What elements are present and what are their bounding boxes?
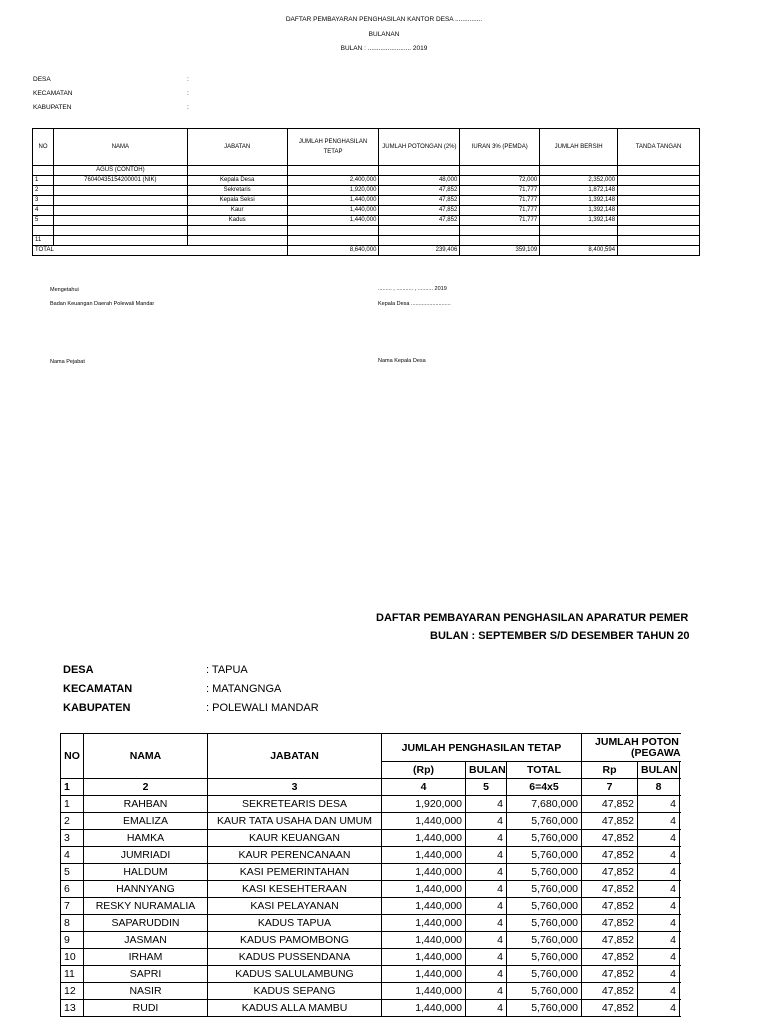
cell-rp: 1,440,000 <box>382 881 466 898</box>
p1-payroll-table <box>32 128 700 256</box>
table-row <box>61 915 682 932</box>
cell-pot: 47,852 <box>582 915 638 932</box>
cell-no: 13 <box>61 1000 84 1017</box>
table-row <box>61 932 682 949</box>
cell-rp: 1,440,000 <box>382 847 466 864</box>
cell-no: 5 <box>61 864 84 881</box>
cell-rp: 1,440,000 <box>382 915 466 932</box>
cell-bln: 4 <box>638 864 680 881</box>
table-row <box>33 226 700 236</box>
cell-total: 5,760,000 <box>507 966 582 983</box>
cell-pot: 47,852 <box>582 1000 638 1017</box>
cell-pot: 47,852 <box>582 847 638 864</box>
cell-bln: 4 <box>638 949 680 966</box>
cell-bln: 4 <box>638 932 680 949</box>
cell-rp: 1,440,000 <box>382 1000 466 1017</box>
table-row: AGUS (CONTOH) <box>33 166 700 176</box>
cell-jabatan: KADUS TAPUA <box>208 915 382 932</box>
table-row: 1 76040435154200001 (NIK) Kepala Desa 2,400,000 48,000 72,000 2,352,000 <box>33 176 700 186</box>
cell-pot: 47,852 <box>582 898 638 915</box>
p1-info-block: DESA : KECAMATAN : KABUPATEN : <box>33 76 189 111</box>
table-row: 4 Kaur 1,440,000 47,852 71,777 1,392,148 <box>33 206 700 216</box>
cell-nama: HANNYANG <box>84 881 208 898</box>
cell-no: 10 <box>61 949 84 966</box>
cell-pot: 47,852 <box>582 932 638 949</box>
cell-no: 12 <box>61 983 84 1000</box>
cell-nama: RUDI <box>84 1000 208 1017</box>
cell-pot: 47,852 <box>582 983 638 1000</box>
cell-rp: 1,440,000 <box>382 949 466 966</box>
cell-bulan: 4 <box>466 898 507 915</box>
cell-pot: 47,852 <box>582 949 638 966</box>
table-row: 3 Kepala Seksi 1,440,000 47,852 71,777 1,392,148 <box>33 196 700 206</box>
cell-bln: 4 <box>638 830 680 847</box>
p1-info-label: KABUPATEN <box>33 104 72 111</box>
p2-info-label: KABUPATEN <box>63 702 131 714</box>
table-row: 11 <box>33 236 700 246</box>
cell-bulan: 4 <box>466 881 507 898</box>
p2-table-body <box>61 796 682 1017</box>
cell-total: 7,680,000 <box>507 796 582 813</box>
cell-jabatan: KADUS PUSSENDANA <box>208 949 382 966</box>
cell-total: 5,760,000 <box>507 830 582 847</box>
table-row <box>61 1000 682 1017</box>
cell-total: 5,760,000 <box>507 864 582 881</box>
cell-no: 7 <box>61 898 84 915</box>
cell-total: 5,760,000 <box>507 932 582 949</box>
cell-total: 5,760,000 <box>507 1000 582 1017</box>
p2-title-line-2: BULAN : SEPTEMBER S/D DESEMBER TAHUN 20 <box>430 630 690 642</box>
table-row <box>61 949 682 966</box>
cell-nama: JASMAN <box>84 932 208 949</box>
cell-nama: NASIR <box>84 983 208 1000</box>
table-row <box>61 881 682 898</box>
cell-pot: 47,852 <box>582 864 638 881</box>
cell-bln: 4 <box>638 881 680 898</box>
cell-no: 2 <box>61 813 84 830</box>
cell-bln: 4 <box>638 1000 680 1017</box>
cell-bulan: 4 <box>466 983 507 1000</box>
cell-bulan: 4 <box>466 796 507 813</box>
table-row <box>61 796 682 813</box>
cell-bulan: 4 <box>466 1000 507 1017</box>
cell-bln: 4 <box>638 796 680 813</box>
cell-rp: 1,440,000 <box>382 830 466 847</box>
table-row <box>61 864 682 881</box>
p2-info-label: KECAMATAN <box>63 683 133 695</box>
cell-nama: HAMKA <box>84 830 208 847</box>
cell-nama: EMALIZA <box>84 813 208 830</box>
cell-total: 5,760,000 <box>507 898 582 915</box>
p1-sign-left-1: Mengetahui <box>50 287 79 293</box>
cell-bulan: 4 <box>466 813 507 830</box>
cell-jabatan: KAUR PERENCANAAN <box>208 847 382 864</box>
cell-nama: RESKY NURAMALIA <box>84 898 208 915</box>
cell-no: 9 <box>61 932 84 949</box>
cell-jabatan: SEKRETEARIS DESA <box>208 796 382 813</box>
cell-bulan: 4 <box>466 932 507 949</box>
cell-bln: 4 <box>638 847 680 864</box>
p2-header-row: NO NAMA JABATAN JUMLAH PENGHASILAN TETAP JUMLAH POTON (PEGAWA <box>61 734 682 762</box>
p2-info-label: DESA <box>63 664 94 676</box>
cell-pot: 47,852 <box>582 830 638 847</box>
cell-jabatan: KADUS ALLA MAMBU <box>208 1000 382 1017</box>
cell-nama: IRHAM <box>84 949 208 966</box>
p1-title-line-3: BULAN : ........................ 2019 <box>340 45 428 52</box>
p2-info-value: : TAPUA <box>206 664 248 676</box>
p2-colnum-row: 1 2 3 4 5 6=4x5 7 8 <box>61 779 682 796</box>
cell-jabatan: KAUR TATA USAHA DAN UMUM <box>208 813 382 830</box>
p2-info-value: : POLEWALI MANDAR <box>206 702 319 714</box>
cell-nama: RAHBAN <box>84 796 208 813</box>
cell-bulan: 4 <box>466 830 507 847</box>
p1-sign-left-2: Badan Keuangan Daerah Polewali Mandar <box>50 301 155 307</box>
cell-bln: 4 <box>638 898 680 915</box>
cell-jabatan: KADUS PAMOMBONG <box>208 932 382 949</box>
cell-bulan: 4 <box>466 949 507 966</box>
p1-sign-right-name: Nama Kepala Desa <box>378 358 426 364</box>
p1-header-row: NO NAMA JABATAN JUMLAH PENGHASILAN TETAP JUMLAH POTONGAN (2%) IURAN 3% (PEMDA) JUMLAH BERSIH TANDA TANGAN <box>33 129 700 166</box>
cell-pot: 47,852 <box>582 796 638 813</box>
p2-payroll-table <box>60 733 681 1017</box>
cell-total: 5,760,000 <box>507 881 582 898</box>
cell-bulan: 4 <box>466 847 507 864</box>
table-row: 2 Sekretaris 1,920,000 47,852 71,777 1,872,148 <box>33 186 700 196</box>
cell-total: 5,760,000 <box>507 983 582 1000</box>
cell-nama: HALDUM <box>84 864 208 881</box>
cell-rp: 1,440,000 <box>382 932 466 949</box>
cell-nama: SAPRI <box>84 966 208 983</box>
cell-pot: 47,852 <box>582 881 638 898</box>
p1-info-label: DESA <box>33 76 51 83</box>
p1-total-row: TOTAL 8,640,000 239,406 359,109 8,400,594 <box>33 246 700 256</box>
p2-title-line-1: DAFTAR PEMBAYARAN PENGHASILAN APARATUR PEMER <box>376 612 689 624</box>
table-row: 5 Kadus 1,440,000 47,852 71,777 1,392,148 <box>33 216 700 226</box>
p1-info-label: KECAMATAN <box>33 90 73 97</box>
cell-nama: SAPARUDDIN <box>84 915 208 932</box>
cell-rp: 1,440,000 <box>382 898 466 915</box>
cell-jabatan: KADUS SALULAMBUNG <box>208 966 382 983</box>
p2-info-value: : MATANGNGA <box>206 683 282 695</box>
cell-no: 1 <box>61 796 84 813</box>
table-row <box>61 847 682 864</box>
cell-bulan: 4 <box>466 864 507 881</box>
cell-total: 5,760,000 <box>507 949 582 966</box>
cell-no: 8 <box>61 915 84 932</box>
p1-sign-left-name: Nama Pejabat <box>50 359 85 365</box>
cell-rp: 1,440,000 <box>382 813 466 830</box>
p1-title-line-1: DAFTAR PEMBAYARAN PENGHASILAN KANTOR DESA ............... <box>285 16 483 23</box>
table-row <box>61 966 682 983</box>
cell-jabatan: KASI PELAYANAN <box>208 898 382 915</box>
cell-jabatan: KASI KESEHTERAAN <box>208 881 382 898</box>
cell-bln: 4 <box>638 813 680 830</box>
cell-rp: 1,440,000 <box>382 864 466 881</box>
cell-total: 5,760,000 <box>507 813 582 830</box>
table-row <box>61 830 682 847</box>
cell-pot: 47,852 <box>582 966 638 983</box>
cell-rp: 1,920,000 <box>382 796 466 813</box>
cell-total: 5,760,000 <box>507 847 582 864</box>
cell-no: 6 <box>61 881 84 898</box>
cell-pot: 47,852 <box>582 813 638 830</box>
cell-nama: JUMRIADI <box>84 847 208 864</box>
p2-subheader-row: (Rp) BULAN TOTAL Rp BULAN <box>61 762 682 779</box>
cell-jabatan: KAUR KEUANGAN <box>208 830 382 847</box>
cell-bulan: 4 <box>466 915 507 932</box>
cell-bln: 4 <box>638 915 680 932</box>
cell-bln: 4 <box>638 966 680 983</box>
table-row <box>61 983 682 1000</box>
table-row <box>61 813 682 830</box>
cell-rp: 1,440,000 <box>382 983 466 1000</box>
p2-table-clip <box>60 733 681 1033</box>
cell-bulan: 4 <box>466 966 507 983</box>
cell-total: 5,760,000 <box>507 915 582 932</box>
cell-no: 3 <box>61 830 84 847</box>
cell-no: 11 <box>61 966 84 983</box>
p1-title-line-2: BULANAN <box>368 31 400 38</box>
cell-rp: 1,440,000 <box>382 966 466 983</box>
cell-no: 4 <box>61 847 84 864</box>
p2-info-block <box>63 661 383 718</box>
cell-bln: 4 <box>638 983 680 1000</box>
p1-sign-right-1: ......... , ........... , .......... 2019 <box>378 286 447 292</box>
cell-jabatan: KASI PEMERINTAHAN <box>208 864 382 881</box>
p1-sign-right-2: Kepala Desa .......................... <box>378 301 451 307</box>
cell-jabatan: KADUS SEPANG <box>208 983 382 1000</box>
table-row <box>61 898 682 915</box>
